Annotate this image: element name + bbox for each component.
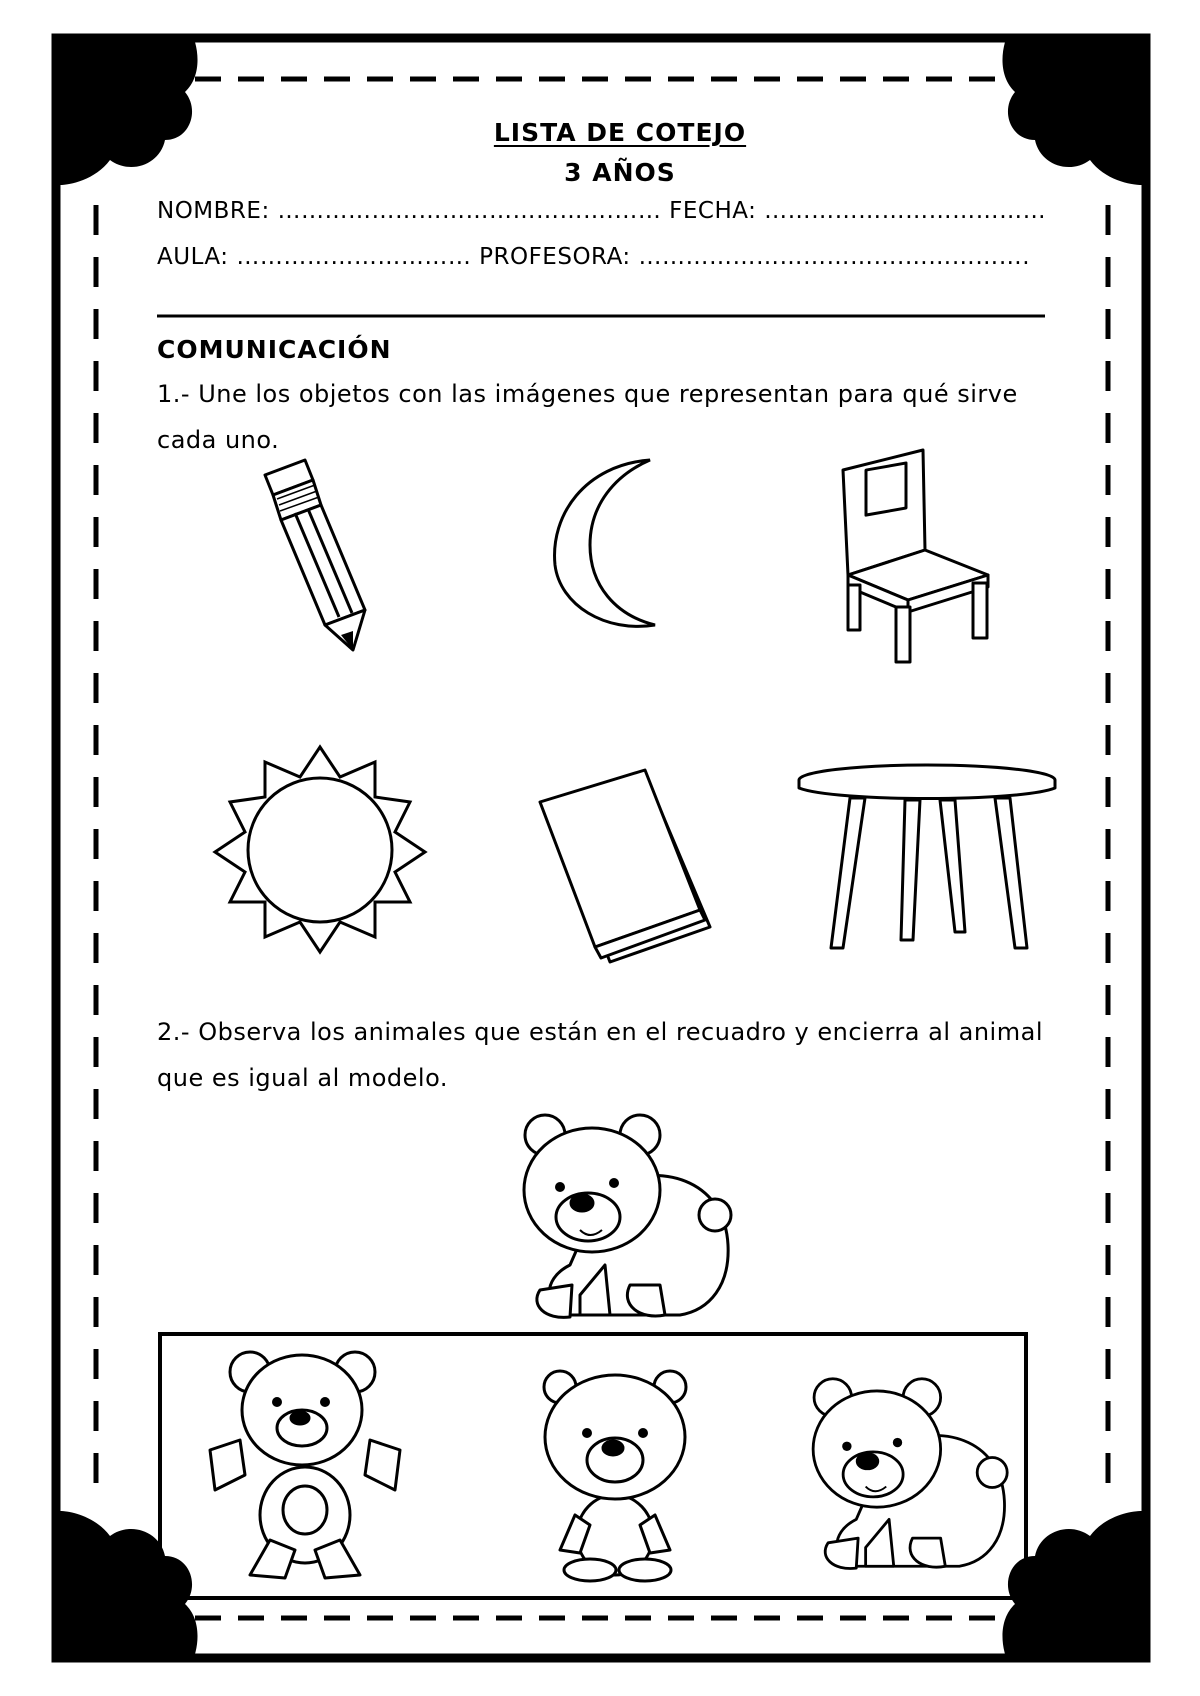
nombre-label: NOMBRE: bbox=[157, 198, 270, 224]
exercise2-instruction-line2: que es igual al modelo. bbox=[157, 1064, 448, 1092]
nombre-field[interactable]: …………………………………….…… bbox=[277, 198, 662, 224]
chair-icon[interactable] bbox=[838, 445, 993, 665]
moon-icon[interactable] bbox=[545, 455, 665, 635]
fecha-field[interactable]: ……………………………… bbox=[764, 198, 1047, 224]
aula-label: AULA: bbox=[157, 244, 229, 270]
aula-field[interactable]: ………………………… bbox=[236, 244, 472, 270]
section-title: COMUNICACIÓN bbox=[157, 335, 392, 364]
exercise1-instruction-line1: 1.- Une los objetos con las imágenes que representan para qué sirve bbox=[157, 380, 1018, 408]
aula-profesora-line[interactable] bbox=[157, 244, 1030, 270]
pencil-icon[interactable] bbox=[255, 455, 375, 655]
option-teddy-bear[interactable] bbox=[205, 1350, 405, 1585]
option-sitting-bear[interactable] bbox=[800, 1365, 1025, 1580]
nombre-fecha-line[interactable] bbox=[157, 198, 1046, 224]
sun-icon[interactable] bbox=[210, 742, 430, 957]
page-title: LISTA DE COTEJO bbox=[493, 118, 747, 147]
profesora-field[interactable]: …………………………….……………. bbox=[638, 244, 1031, 270]
notebook-icon[interactable] bbox=[535, 762, 715, 972]
fecha-label: FECHA: bbox=[669, 198, 757, 224]
exercise2-instruction-line1: 2.- Observa los animales que están en el recuadro y encierra al animal bbox=[157, 1018, 1043, 1046]
model-bear-icon bbox=[510, 1105, 750, 1325]
table-icon[interactable] bbox=[795, 760, 1060, 960]
option-bear-cub[interactable] bbox=[535, 1365, 695, 1585]
profesora-label: PROFESORA: bbox=[479, 244, 631, 270]
page-subtitle: 3 AÑOS bbox=[564, 158, 676, 187]
exercise1-instruction-line2: cada uno. bbox=[157, 426, 280, 454]
